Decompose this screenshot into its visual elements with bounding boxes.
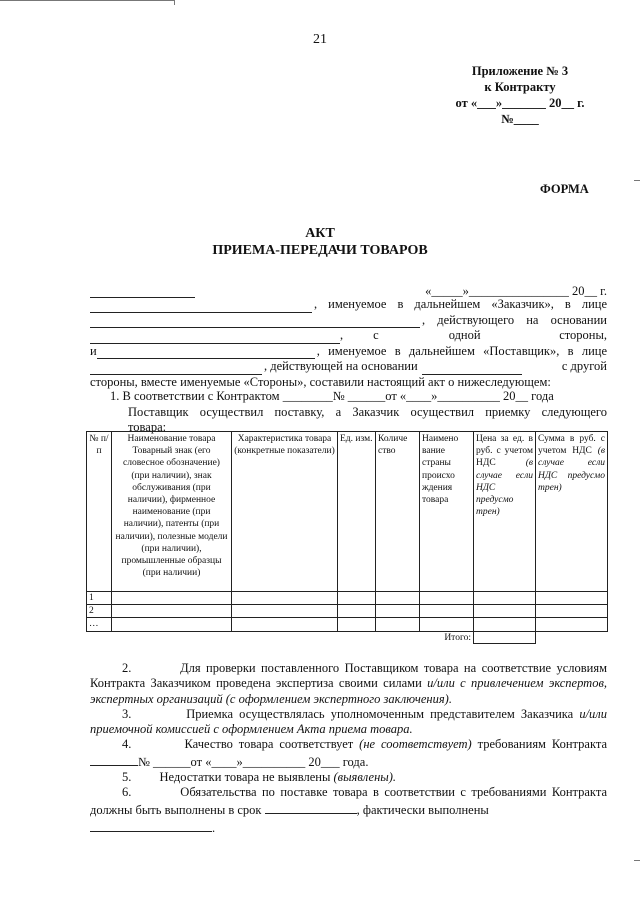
item-6-text-b: , фактически выполнены: [356, 802, 489, 817]
actual-date-blank: [90, 819, 212, 832]
table-row: [87, 592, 608, 605]
intro-line-3d: стороны,: [559, 328, 607, 342]
price-header-main: Цена за ед. в руб. с учетом НДС: [476, 434, 533, 469]
terms-list: [90, 661, 607, 836]
goods-table: [86, 431, 608, 644]
item-1: [90, 389, 607, 436]
intro-line-5b: с другой: [561, 359, 607, 373]
supplier-rep-blank: [90, 362, 262, 375]
appendix-line-1: Приложение № 3: [471, 64, 569, 78]
item-3: [90, 707, 607, 738]
item-5-text: Недостатки товара не выявлены: [159, 770, 331, 785]
item-3-number: 3.: [122, 706, 132, 721]
appendix-line-3: от «___»_______ 20__ г.: [455, 96, 585, 110]
col-header-country: Наимено вание страны происхо ждения товара: [420, 432, 474, 592]
table-row: [87, 605, 608, 618]
date-line: «_____»________________ 20__ г.: [425, 284, 607, 298]
supplier-name-blank: [97, 346, 315, 359]
item-4-text-b: требованиям Контракта: [477, 737, 608, 752]
total-label: Итого:: [420, 631, 474, 644]
intro-line-6: стороны, вместе именуемые «Стороны», составили настоящий акт о нижеследующем:: [90, 374, 551, 389]
sum-header-main: Сумма в руб. с учетом НДС: [538, 434, 605, 457]
document-title: [0, 225, 640, 259]
supplier-basis-blank: [422, 362, 522, 375]
intro-line-5a: , действующей на основании: [264, 359, 418, 373]
item-1-line-b: Поставщик осуществил поставку, а Заказчик осуществил приемку следующего: [128, 404, 607, 419]
item-1-line-c: товара:: [128, 420, 167, 434]
item-6-text: Обязательства по поставке товара в соответствии с требованиями Контракта должны быть выполнены в срок: [90, 785, 608, 817]
intro-paragraph: [90, 297, 607, 390]
intro-line-3b: с: [373, 328, 379, 342]
customer-basis-blank: [90, 331, 340, 344]
item-6-continuation: [90, 819, 607, 836]
item-5-number: 5.: [122, 770, 132, 785]
item-1-line-a: 1. В соответствии с Контрактом ________№ ______от «____»__________ 20__ года: [110, 389, 554, 403]
intro-line-3c: одной: [448, 328, 481, 342]
item-4-number: 4.: [122, 737, 132, 752]
total-price-cell: [474, 631, 536, 644]
col-header-name: Наименование товара Товарный знак (его словесное обозначение) (при наличии), знак обслуживания (при наличии), фирменное наименование (при наличии), патенты (при наличии), полезные модели (при наличии), промышленные образцы (при наличии): [112, 432, 232, 592]
item-6-number: 6.: [122, 785, 132, 800]
price-header-note: (в случае если НДС предусмо трен): [476, 458, 533, 518]
table-row: [87, 618, 608, 631]
page-number: 21: [313, 32, 327, 47]
item-3-note: и/или приемочной комиссией с оформлением Акта приема товара.: [90, 706, 608, 737]
deadline-blank: [265, 801, 357, 814]
table-total-row: [87, 631, 608, 644]
col-header-price: [474, 432, 536, 592]
col-header-sum: [536, 432, 608, 592]
col-header-num: № п/п: [87, 432, 112, 592]
row-number: …: [87, 618, 112, 631]
intro-line-4a: и: [90, 343, 97, 358]
item-4-note: (не соответствует): [359, 737, 472, 752]
col-header-qty: Количе ство: [376, 432, 420, 592]
scan-edge-mark: [634, 860, 640, 861]
item-2: [90, 661, 607, 707]
item-2-note: и/или с привлечением экспертов, экспертных организаций (с оформлением экспертного заключения).: [90, 676, 608, 706]
customer-rep-blank: [90, 315, 420, 328]
appendix-header: [440, 63, 600, 127]
table-header-row: [87, 432, 608, 592]
appendix-line-2: к Контракту: [484, 80, 556, 94]
contract-number-blank: [90, 753, 138, 766]
form-label: ФОРМА: [540, 182, 589, 196]
intro-line-3a: ,: [340, 328, 344, 342]
item-5-note: (выявлены).: [333, 770, 397, 785]
item-4: [90, 737, 607, 770]
item-2-number: 2.: [122, 661, 132, 675]
row-number: 1: [87, 592, 112, 605]
intro-line-2: , действующего на основании: [422, 312, 607, 327]
scan-edge-mark: [634, 180, 640, 181]
intro-line-1: , именуемое в дальнейшем «Заказчик», в лице: [314, 297, 607, 311]
title-line-2: ПРИЕМА-ПЕРЕДАЧИ ТОВАРОВ: [212, 243, 428, 258]
col-header-spec: Характеристика товара (конкретные показатели): [232, 432, 338, 592]
item-5: [90, 770, 607, 785]
sum-header-note: (в случае если НДС предусмо трен): [538, 446, 606, 493]
scan-top-border: [0, 0, 175, 7]
customer-name-blank: [90, 300, 312, 313]
item-2-text: Для проверки поставленного Поставщиком товара на соответствие условиям Контракта Заказчиком проведена экспертиза своими силами: [90, 661, 608, 691]
intro-line-4: , именуемое в дальнейшем «Поставщик», в лице: [316, 343, 607, 358]
item-3-text: Приемка осуществлялась уполномоченным представителем Заказчика: [186, 706, 574, 721]
col-header-unit: Ед. изм.: [338, 432, 376, 592]
title-line-1: АКТ: [305, 226, 335, 241]
item-6-end: .: [212, 820, 216, 835]
item-4-text: Качество товара соответствует: [184, 737, 354, 752]
row-number: 2: [87, 605, 112, 618]
item-4-text-c: № ______от «____»__________ 20___ года.: [138, 754, 369, 769]
appendix-line-4: №____: [501, 112, 539, 126]
item-6: [90, 785, 607, 818]
